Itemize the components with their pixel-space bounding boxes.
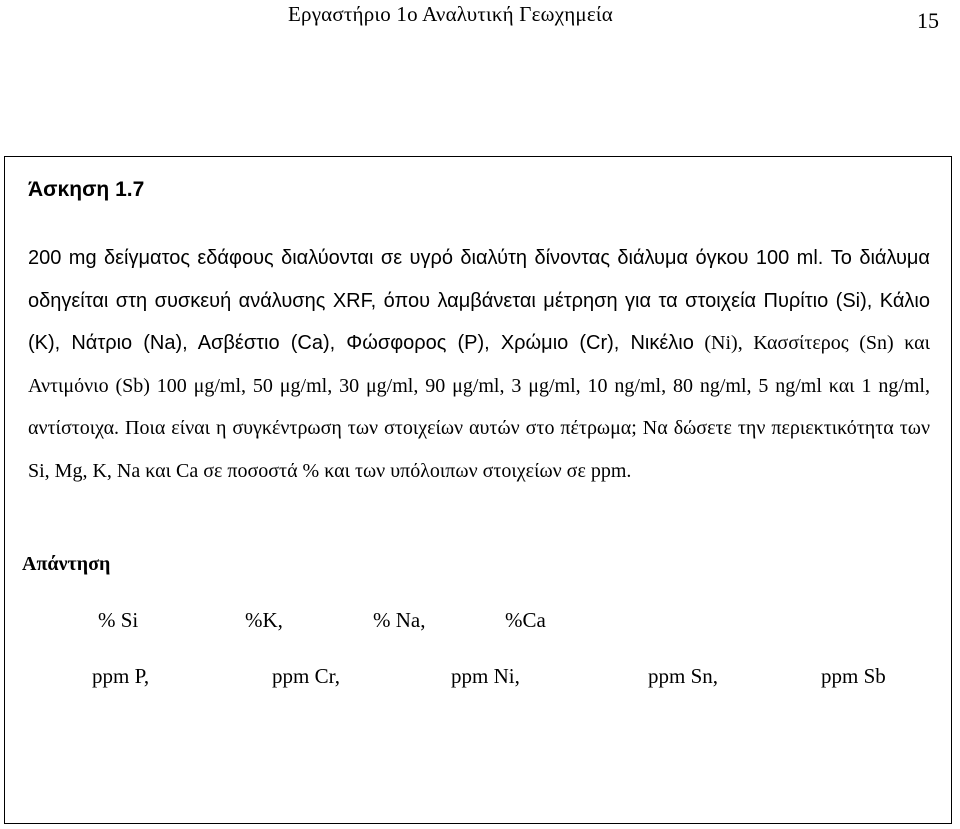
answer-percent-si: % Si [98, 608, 139, 632]
exercise-title: Άσκηση 1.7 [28, 178, 145, 201]
page-header-title: Εργαστήριο 1ο Αναλυτική Γεωχημεία [288, 2, 613, 26]
page-number: 15 [917, 8, 939, 33]
answer-percent-k: %K, [245, 608, 283, 632]
answer-ppm-cr: ppm Cr, [272, 664, 340, 688]
answer-ppm-ni: ppm Ni, [451, 664, 520, 688]
answer-ppm-sn: ppm Sn, [648, 664, 719, 688]
exercise-text [28, 237, 930, 493]
answer-ppm-p: ppm P, [92, 664, 150, 688]
answer-percent-na: % Na, [373, 608, 426, 632]
exercise-text-part-1: 200 mg δείγματος εδάφους διαλύονται σε υγρό διαλύτη δίνοντας διάλυμα όγκου 100 ml. Το διάλυμα οδηγείται στη συσκευή ανάλυσης XRF, όπου λαμβάνεται μέτρηση για τα στοιχεία Πυρίτιο (Si), Κάλιο (K), Νάτριο (Na), Ασβέστιο (Ca), Φώσφορος (P), Χρώμιο (Cr), Νικέλιο [28, 247, 930, 355]
answer-percent-ca: %Ca [505, 608, 546, 632]
answer-ppm-sb: ppm Sb [821, 664, 886, 688]
exercise-text-part-2: (Ni), Κασσίτερος (Sn) και Αντιμόνιο (Sb) 100 μg/ml, 50 μg/ml, 30 μg/ml, 90 μg/ml, 3 μg/ml, 10 ng/ml, 80 ng/ml, 5 ng/ml και 1 ng/ml, αντίστοιχα. Ποια είναι η συγκέντρωση των στοιχείων αυτών στο πέτρωμα; Να δώσετε την περιεκτικότητα των Si, Mg, K, Na και Ca σε ποσοστά % και των υπόλοιπων στοιχείων σε ppm. [28, 332, 930, 482]
answer-title: Απάντηση [22, 553, 111, 575]
